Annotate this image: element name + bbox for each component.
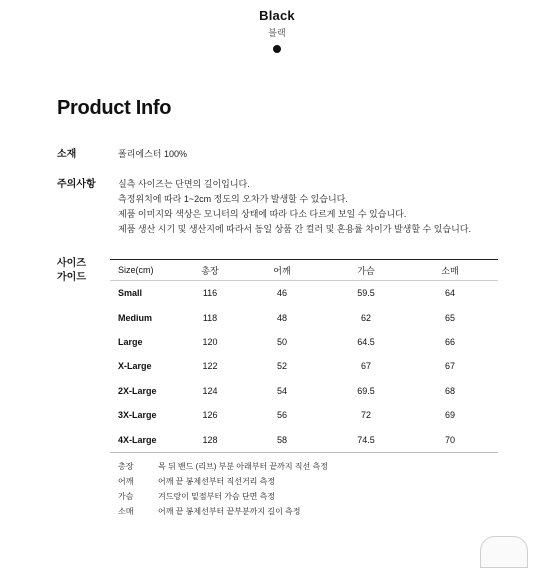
table-cell: 59.5 [357,288,375,299]
table-cell: 58 [234,427,330,452]
measurement-notes [118,459,328,519]
size-name: Medium [118,312,153,323]
color-swatch [273,45,281,53]
column-header: Size(cm) [110,260,186,281]
table-cell: 56 [276,410,287,421]
table-cell: 46 [276,288,287,299]
note-term: 총장 [118,462,134,471]
column-header: 총장 [186,260,234,281]
size-name: 2X-Large [118,385,157,396]
color-korean-name: 블랙 [268,28,286,38]
table-cell: 118 [202,312,218,323]
note-term: 가슴 [118,492,134,501]
column-header: 소매 [402,260,498,281]
note-description: 어깨 끝 봉제선부터 직선거리 측정 [158,477,276,486]
table-cell: 64 [444,288,455,299]
table-row [110,281,498,306]
table-cell: 65 [444,312,455,323]
column-header: 가슴 [330,260,402,281]
table-cell: 62 [360,312,371,323]
caution-line: 측정위치에 따라 1~2cm 정도의 오차가 발생할 수 있습니다. [118,194,348,204]
table-cell: 74.5 [330,427,402,452]
caution-line: 제품 생산 시기 및 생산지에 따라서 동일 상품 간 컬러 및 혼용률 차이가 발생할 수 있습니다. [118,224,471,234]
table-header-row [110,260,498,281]
note-description: 목 뒤 밴드 (리브) 부분 아래부터 끝까지 직선 측정 [158,462,328,471]
note-term: 어깨 [118,477,134,486]
size-name: X-Large [118,361,152,372]
material-value: 폴리에스터 100% [118,149,187,159]
table-cell: 69 [444,410,455,421]
table-cell: 128 [186,427,234,452]
table-cell: 69.5 [357,385,375,396]
table-cell: 122 [202,361,218,372]
table-cell: 52 [276,361,287,372]
size-name: Large [118,336,143,347]
table-cell: 50 [276,336,287,347]
size-name: 3X-Large [118,410,157,421]
table-row [110,427,498,452]
note-term: 소매 [118,507,134,516]
size-table [110,259,498,453]
table-cell: 48 [276,312,287,323]
table-row [110,354,498,378]
color-option [0,8,554,53]
table-row [110,379,498,403]
caution-line: 제품 이미지와 색상은 모니터의 상태에 따라 다소 다르게 보일 수 있습니다. [118,209,407,219]
table-cell: 64.5 [357,336,375,347]
note-description: 어깨 끝 봉제선부터 끝부분까지 길이 측정 [158,507,301,516]
table-cell: 70 [402,427,498,452]
caution-label: 주의사항 [57,179,96,190]
table-cell: 116 [202,288,218,299]
size-name: Small [118,288,143,299]
note-row [118,504,328,519]
table-row [110,403,498,427]
size-guide-label [57,257,86,285]
table-row [110,305,498,329]
page-title: Product Info [57,97,172,119]
note-row [118,489,328,504]
table-cell: 120 [202,336,218,347]
note-row [118,474,328,489]
material-label: 소재 [57,149,77,160]
table-cell: 124 [202,385,218,396]
table-cell: 126 [202,410,218,421]
table-cell: 66 [444,336,455,347]
table-cell: 67 [360,361,371,372]
color-name: Black [259,8,295,23]
table-row [110,330,498,354]
table-cell: 67 [444,361,455,372]
caution-text [118,177,471,237]
corner-badge [480,536,528,568]
table-cell: 72 [360,410,371,421]
caution-line: 실측 사이즈는 단면의 길이입니다. [118,179,250,189]
note-row [118,459,328,474]
note-description: 겨드랑이 밑점부터 가슴 단면 측정 [158,492,276,501]
table-cell: 68 [444,385,455,396]
size-guide-label-line: 가이드 [57,272,86,283]
size-name: 4X-Large [110,427,186,452]
table-cell: 54 [276,385,287,396]
size-guide-label-line: 사이즈 [57,258,86,269]
column-header: 어깨 [234,260,330,281]
